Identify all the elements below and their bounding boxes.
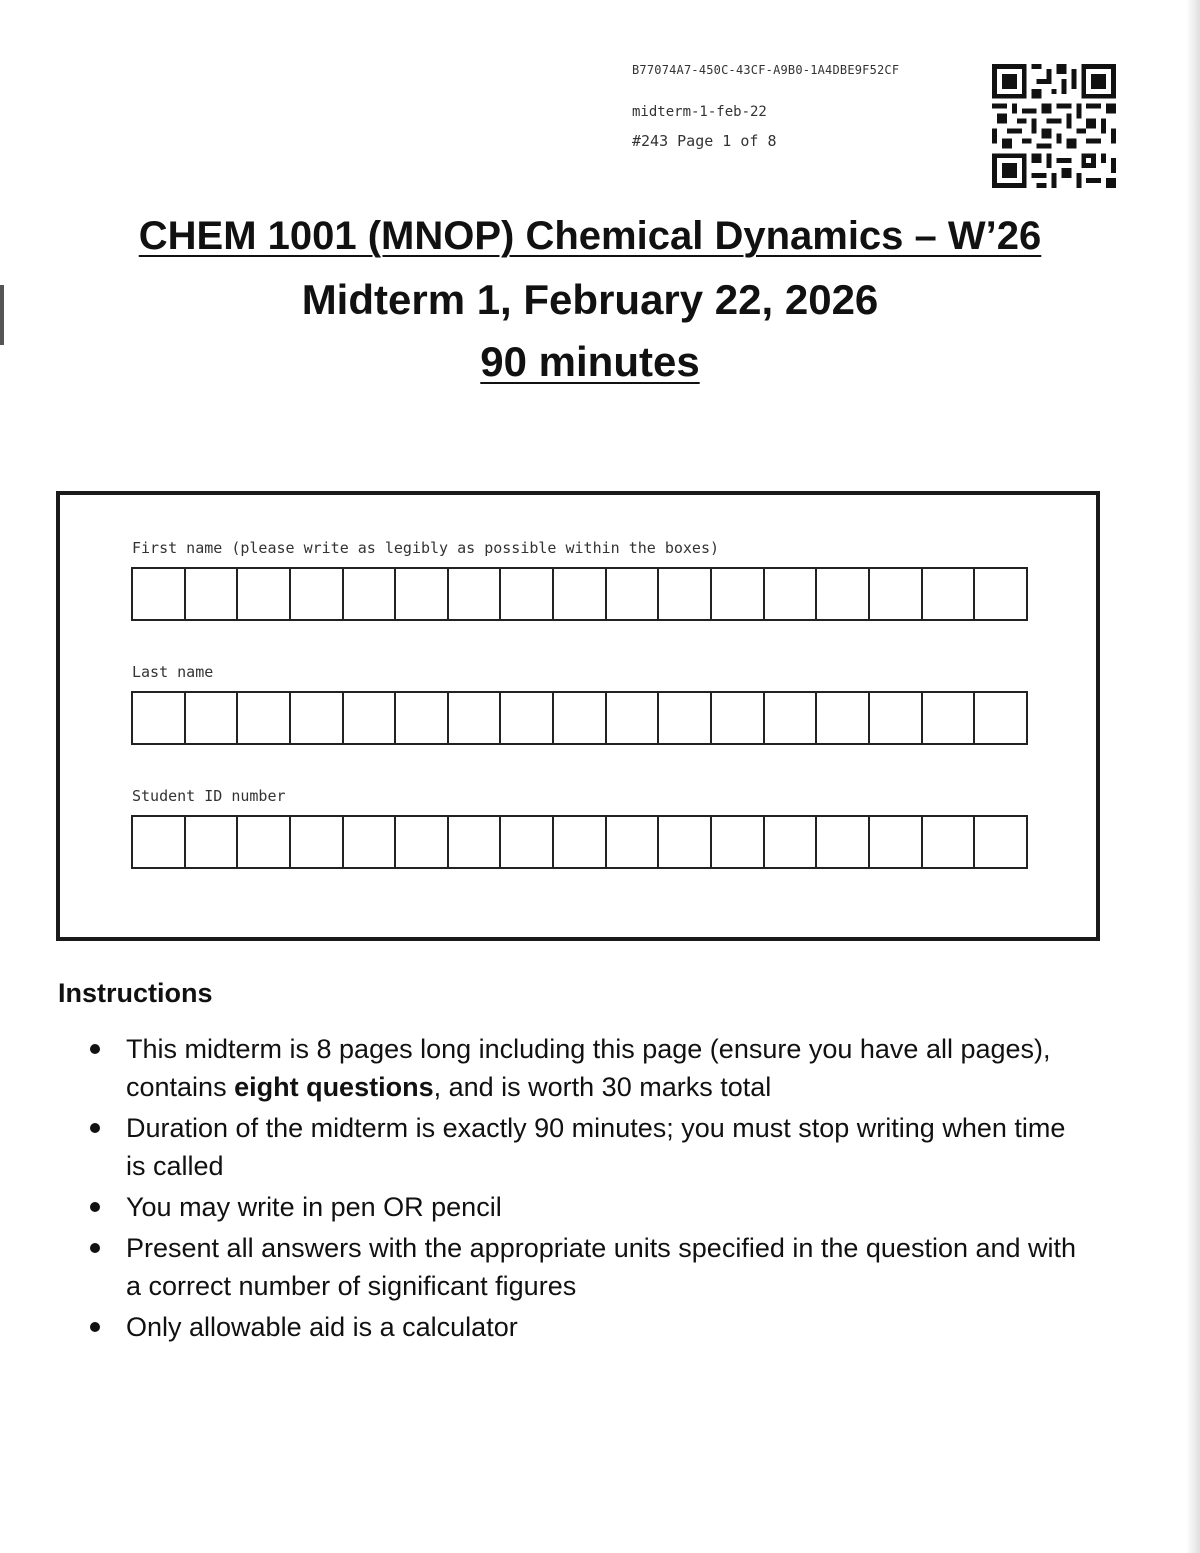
instruction-text: Duration of the midterm is exactly 90 minutes; you must stop writing when time is called bbox=[126, 1113, 1066, 1181]
instruction-text: Only allowable aid is a calculator bbox=[126, 1312, 518, 1342]
first-character-box[interactable] bbox=[870, 569, 923, 619]
scan-edge bbox=[1186, 0, 1200, 1553]
bullet-icon bbox=[90, 1243, 100, 1253]
duration-title bbox=[0, 338, 1180, 386]
first-character-box[interactable] bbox=[554, 569, 607, 619]
exam-code: midterm-1-feb-22 bbox=[632, 104, 767, 120]
last-character-box[interactable] bbox=[396, 693, 449, 743]
id-character-box[interactable] bbox=[133, 817, 186, 867]
id-character-box[interactable] bbox=[817, 817, 870, 867]
instruction-text: , and is worth 30 marks total bbox=[433, 1072, 772, 1102]
last-name-label: Last name bbox=[132, 663, 214, 681]
id-character-box[interactable] bbox=[607, 817, 660, 867]
id-character-box[interactable] bbox=[291, 817, 344, 867]
course-title-text: CHEM 1001 (MNOP) Chemical Dynamics – W’26 bbox=[138, 214, 1042, 258]
last-character-box[interactable] bbox=[607, 693, 660, 743]
last-character-box[interactable] bbox=[923, 693, 976, 743]
bullet-icon bbox=[90, 1202, 100, 1212]
last-character-box[interactable] bbox=[659, 693, 712, 743]
last-character-box[interactable] bbox=[344, 693, 397, 743]
student-id-form bbox=[56, 491, 1100, 941]
instruction-text: This midterm is 8 pages long including this page (ensure you have all pages), contains bbox=[126, 1034, 1051, 1102]
first-character-box[interactable] bbox=[186, 569, 239, 619]
student-id-boxes[interactable] bbox=[131, 815, 1028, 869]
last-character-box[interactable] bbox=[186, 693, 239, 743]
page-reference: #243 Page 1 of 8 bbox=[632, 132, 777, 150]
instruction-item bbox=[90, 1030, 1090, 1106]
id-character-box[interactable] bbox=[186, 817, 239, 867]
instruction-emphasis: eight questions bbox=[234, 1072, 434, 1102]
id-character-box[interactable] bbox=[238, 817, 291, 867]
first-character-box[interactable] bbox=[975, 569, 1026, 619]
id-character-box[interactable] bbox=[765, 817, 818, 867]
id-character-box[interactable] bbox=[396, 817, 449, 867]
duration-title-text: 90 minutes bbox=[480, 338, 700, 385]
first-name-label: First name (please write as legibly as possible within the boxes) bbox=[132, 539, 719, 557]
qr-code-icon bbox=[992, 64, 1116, 188]
instruction-item bbox=[90, 1188, 1090, 1226]
id-character-box[interactable] bbox=[712, 817, 765, 867]
id-character-box[interactable] bbox=[923, 817, 976, 867]
instructions-heading: Instructions bbox=[58, 978, 213, 1008]
id-character-box[interactable] bbox=[344, 817, 397, 867]
first-character-box[interactable] bbox=[291, 569, 344, 619]
id-character-box[interactable] bbox=[975, 817, 1026, 867]
instruction-text: You may write in pen OR pencil bbox=[126, 1192, 502, 1222]
exam-uuid: B77074A7-450C-43CF-A9B0-1A4DBE9F52CF bbox=[632, 63, 900, 77]
first-character-box[interactable] bbox=[817, 569, 870, 619]
last-character-box[interactable] bbox=[449, 693, 502, 743]
id-character-box[interactable] bbox=[870, 817, 923, 867]
last-character-box[interactable] bbox=[238, 693, 291, 743]
last-character-box[interactable] bbox=[817, 693, 870, 743]
last-character-box[interactable] bbox=[501, 693, 554, 743]
first-character-box[interactable] bbox=[449, 569, 502, 619]
last-character-box[interactable] bbox=[133, 693, 186, 743]
first-name-boxes[interactable] bbox=[131, 567, 1028, 621]
last-character-box[interactable] bbox=[870, 693, 923, 743]
first-character-box[interactable] bbox=[659, 569, 712, 619]
bullet-icon bbox=[90, 1322, 100, 1332]
id-character-box[interactable] bbox=[554, 817, 607, 867]
first-character-box[interactable] bbox=[712, 569, 765, 619]
last-character-box[interactable] bbox=[712, 693, 765, 743]
first-character-box[interactable] bbox=[923, 569, 976, 619]
first-character-box[interactable] bbox=[765, 569, 818, 619]
bullet-icon bbox=[90, 1123, 100, 1133]
last-character-box[interactable] bbox=[765, 693, 818, 743]
instruction-item bbox=[90, 1308, 1090, 1346]
last-character-box[interactable] bbox=[554, 693, 607, 743]
first-character-box[interactable] bbox=[133, 569, 186, 619]
instruction-item bbox=[90, 1109, 1090, 1185]
instruction-text: Present all answers with the appropriate units specified in the question and with a correct number of significant figures bbox=[126, 1233, 1077, 1301]
id-character-box[interactable] bbox=[659, 817, 712, 867]
id-character-box[interactable] bbox=[501, 817, 554, 867]
bullet-icon bbox=[90, 1044, 100, 1054]
last-character-box[interactable] bbox=[291, 693, 344, 743]
last-name-boxes[interactable] bbox=[131, 691, 1028, 745]
midterm-title: Midterm 1, February 22, 2026 bbox=[301, 276, 879, 323]
course-title bbox=[0, 214, 1180, 259]
first-character-box[interactable] bbox=[396, 569, 449, 619]
instructions-list bbox=[90, 1030, 1090, 1349]
first-character-box[interactable] bbox=[607, 569, 660, 619]
first-character-box[interactable] bbox=[501, 569, 554, 619]
first-character-box[interactable] bbox=[238, 569, 291, 619]
last-character-box[interactable] bbox=[975, 693, 1026, 743]
instruction-item bbox=[90, 1229, 1090, 1305]
student-id-label: Student ID number bbox=[132, 787, 286, 805]
id-character-box[interactable] bbox=[449, 817, 502, 867]
first-character-box[interactable] bbox=[344, 569, 397, 619]
